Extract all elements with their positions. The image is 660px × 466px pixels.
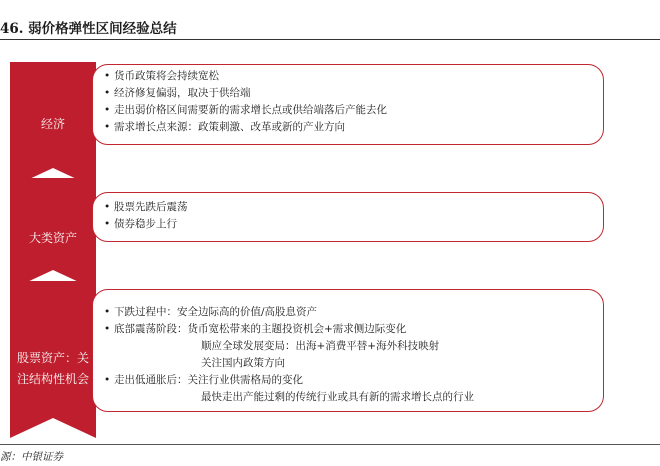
page-title: 46. 弱价格弹性区间经验总结 [0, 21, 177, 37]
list-item: • 经济修复偏弱，取决于供给端 [104, 85, 387, 102]
list-item: • 股票先跌后震荡 [104, 199, 188, 216]
list-item-continuation: 关注国内政策方向 [201, 357, 285, 369]
section-label-economy: 经济 [40, 117, 65, 131]
section-label-stocks-line1: 股票资产：关 [16, 351, 89, 365]
assets-list [104, 199, 188, 233]
list-item: • 需求增长点来源：政策刺激、改革或新的产业方向 [104, 119, 387, 136]
section-label-stocks-line2: 注结构性机会 [16, 372, 89, 386]
list-item: • 底部震荡阶段：货币宽松带来的主题投资机会+需求侧边际变化 [104, 321, 474, 338]
list-item: • 债券稳步上行 [104, 216, 188, 233]
stocks-list [104, 304, 474, 406]
section-label-assets: 大类资产 [28, 231, 77, 245]
section-label-stocks [10, 348, 96, 390]
list-item: • 下跌过程中：安全边际高的价值/高股息资产 [104, 304, 474, 321]
list-item-continuation: 顺应全球发展变局：出海+消费平替+海外科技映射 [201, 340, 440, 352]
list-item: • 货币政策将会持续宽松 [104, 68, 387, 85]
economy-list [104, 68, 387, 136]
list-item-continuation: 最快走出产能过剩的传统行业或具有新的需求增长点的行业 [201, 391, 474, 403]
list-item: • 走出弱价格区间需要新的需求增长点或供给端落后产能去化 [104, 102, 387, 119]
list-item: • 走出低通胀后：关注行业供需格局的变化 [104, 372, 474, 389]
footer-divider [0, 444, 660, 445]
source-note: 源：中银证券 [0, 451, 63, 463]
